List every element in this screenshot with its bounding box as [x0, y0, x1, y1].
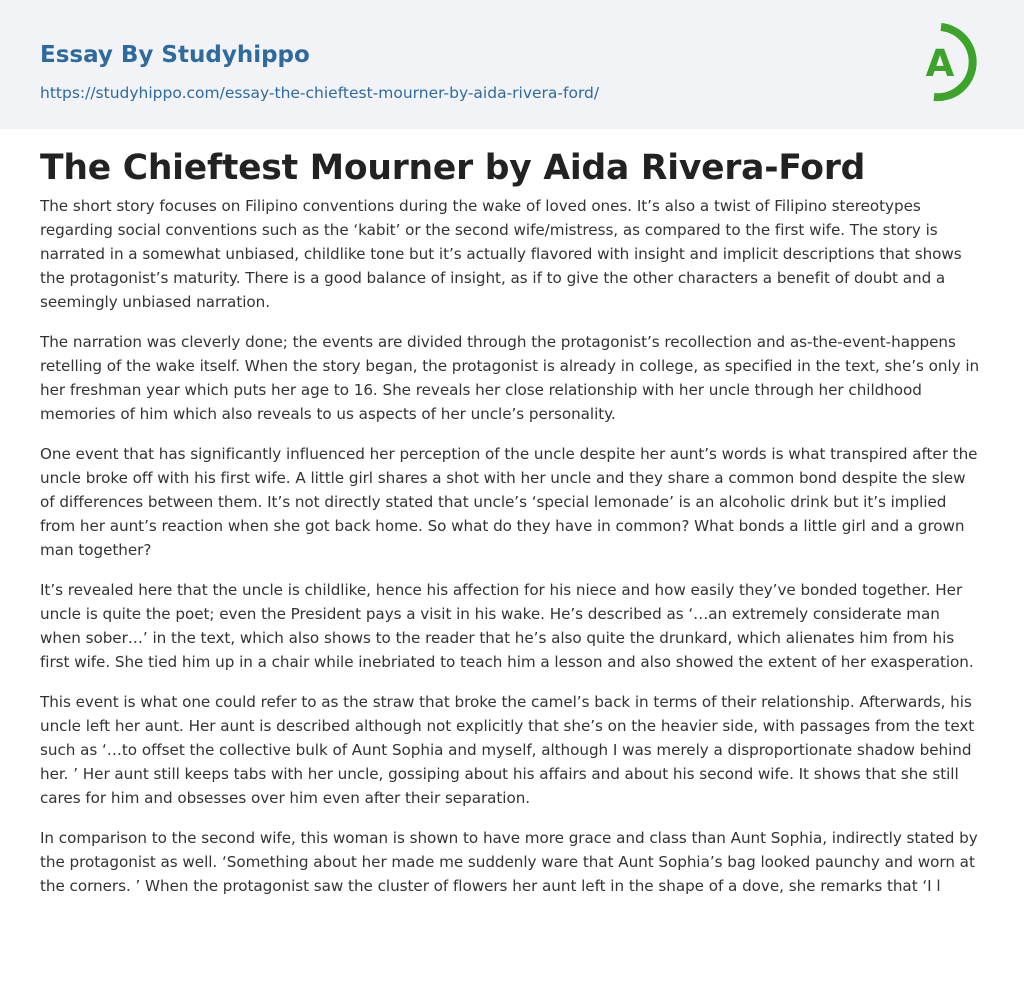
logo-icon — [912, 19, 986, 105]
paragraph: The narration was cleverly done; the events are divided through the protagonist’s recollection and as-the-event-happens retelling of the wake itself. When the story began, the protagonist is already in college, as specified in the text, she’s only in her freshman year which puts her age to 16. She reveals her close relationship with her uncle through her childhood memories of him which also reveals to us aspects of her uncle’s personality. — [40, 333, 980, 423]
paragraph: In comparison to the second wife, this woman is shown to have more grace and class than Aunt Sophia, indirectly stated by the protagonist as well. ‘Something about her made me suddenly ware that Aunt Sophia’s bag looked paunchy and worn at the corners. ’ When the protagonist saw the cluster of flowers her aunt left in the shape of a dove, she remarks that ‘I l — [40, 829, 978, 895]
paragraph: This event is what one could refer to as the straw that broke the camel’s back in terms of their relationship. Afterwards, his uncle left her aunt. Her aunt is described although not explicitly that she’s on the heavier side, with passages from the text such as ‘…to offset the collective bulk of Aunt Sophia and myself, although I was merely a disproportionate shadow behind her. ’ Her aunt still keeps tabs with her uncle, gossiping about his affairs and about his second wife. It shows that she still cares for him and obsesses over him even after their separation. — [40, 693, 975, 807]
paragraph: It’s revealed here that the uncle is childlike, hence his affection for his niece and how easily they’ve bonded together. Her uncle is quite the poet; even the President pays a visit in his wake. He’s described as ‘…an extremely considerate man when sober…’ in the text, which also shows to the reader that he’s also quite the drunkard, which alienates him from his first wife. She tied him up in a chair while inebriated to teach him a lesson and also showed the extent of her exasperation. — [40, 581, 974, 671]
article-body — [40, 194, 984, 914]
article-title: The Chieftest Mourner by Aida Rivera-Ford — [40, 148, 866, 188]
source-url-link[interactable]: https://studyhippo.com/essay-the-chieftest-mourner-by-aida-rivera-ford/ — [40, 84, 600, 102]
brand-title: Essay By Studyhippo — [40, 42, 310, 68]
paragraph: One event that has significantly influenced her perception of the uncle despite her aunt’s words is what transpired after the uncle broke off with his first wife. A little girl shares a shot with her uncle and they share a common bond despite the slew of differences between them. It’s not directly stated that uncle’s ‘special lemonade’ is an alcoholic drink but it’s implied from her aunt’s reaction when she got back home. So what do they have in common? What bonds a little girl and a grown man together? — [40, 445, 978, 559]
studyhippo-logo[interactable] — [912, 19, 986, 105]
logo-letter: A — [925, 42, 955, 85]
paragraph: The short story focuses on Filipino conventions during the wake of loved ones. It’s also a twist of Filipino stereotypes regarding social conventions such as the ‘kabit’ or the second wife/mistress, as compared to the first wife. The story is narrated in a somewhat unbiased, childlike tone but it’s actually flavored with insight and implicit descriptions that shows the protagonist’s maturity. There is a good balance of insight, as if to give the other characters a benefit of doubt and a seemingly unbiased narration. — [40, 197, 962, 311]
